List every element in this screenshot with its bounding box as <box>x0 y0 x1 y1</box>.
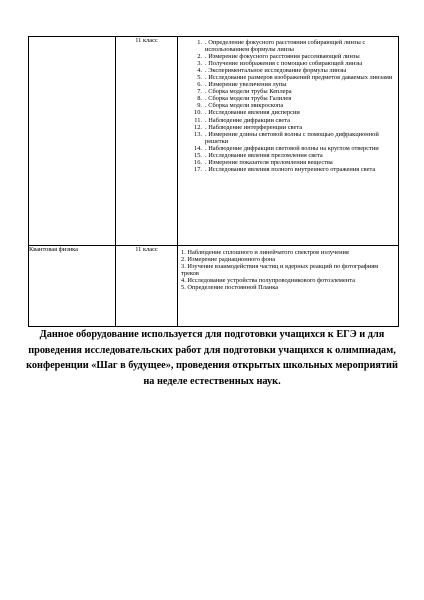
list-item-number: 9. <box>197 102 202 110</box>
list-item-text: . Экспериментальное исследование формулы линзы <box>205 67 347 75</box>
grade-cell: 11 класс <box>116 246 178 327</box>
list-item-number: 6. <box>197 81 202 89</box>
works-cell <box>178 37 399 246</box>
subject-cell <box>29 37 116 246</box>
list-item-number: 17. <box>194 165 202 173</box>
list-item-number: 7. <box>197 88 202 96</box>
list-item-text: . Сборка модели трубы Кеплера <box>205 88 292 96</box>
list-item-number: 16. <box>194 158 202 166</box>
list-item-number: 13. <box>194 130 202 138</box>
table-row <box>29 246 399 327</box>
list-item <box>178 124 398 131</box>
grade-cell: 11 класс <box>116 37 178 246</box>
list-item <box>178 74 398 81</box>
list-item-number: 12. <box>194 123 202 131</box>
list-item <box>178 81 398 88</box>
list-item-number: 15. <box>194 151 202 159</box>
list-item <box>178 166 398 173</box>
list-item <box>178 53 398 60</box>
list-item: 2. Измерение радиационного фона <box>181 256 276 264</box>
subject-cell: Квантовая физика <box>29 246 116 327</box>
list-item-number: 8. <box>197 95 202 103</box>
equipment-table <box>28 36 399 327</box>
list-item <box>178 159 398 166</box>
list-item-text: . Определение фокусного расстояния собирающей линзы с использованием формулы линзы <box>205 39 366 54</box>
list-item <box>178 39 398 53</box>
list-item-text: . Измерение фокусного расстояния рассеивающей линзы <box>205 53 360 61</box>
list-item-text: . Исследование явления полного внутреннего отражения света <box>205 165 376 173</box>
works-cell <box>178 246 399 327</box>
list-item <box>178 67 398 74</box>
list-item-text: . Наблюдение дифракции света <box>205 116 290 124</box>
list-item <box>178 152 398 159</box>
table-row <box>29 37 399 246</box>
list-item-text: . Измерение увеличения лупы <box>205 81 287 89</box>
list-item-number: 5. <box>197 74 202 82</box>
list-item-number: 10. <box>194 109 202 117</box>
list-item-text: . Сборка модели трубы Галилея <box>205 95 292 103</box>
list-item <box>178 88 398 95</box>
list-item <box>178 131 398 145</box>
list-item: 5. Определение постоянной Планка <box>181 284 279 292</box>
list-item: 1. Наблюдение сплошного и линейчатого спектров излучения <box>181 249 349 256</box>
list-item-text: . Исследование явления преломления света <box>205 151 323 159</box>
list-item-number: 4. <box>197 67 202 75</box>
list-item-text: . Наблюдение дифракции световой волны на круглом отверстии <box>205 144 379 152</box>
list-item: 4. Исследование устройства полупроводникового фотоэлемента <box>181 277 355 285</box>
list-item-number: 1. <box>197 39 202 46</box>
usage-note: Данное оборудование используется для подготовки учащихся к ЕГЭ и для проведения исследовательских работ для подготовки учащихся к олимпиадам, конференции «Шаг в будущее», проведения открытых школьных мероприятий на неделе естественных наук. <box>26 329 398 387</box>
list-item-text: . Исследование размеров изображений предметов даваемых линзами <box>205 74 393 82</box>
list-item-text: . Наблюдение интерференции света <box>205 123 303 131</box>
list-item-number: 14. <box>194 144 202 152</box>
list-item-text: . Получение изображения с помощью собирающей линзы <box>205 60 363 68</box>
list-item: 3. Изучение взаимодействия частиц и ядерных реакций по фотографиям треков <box>181 263 379 278</box>
list-item-text: . Исследование явления дисперсии <box>205 109 300 117</box>
lab-works-list <box>178 37 398 173</box>
list-item <box>178 117 398 124</box>
list-item <box>178 109 398 116</box>
list-item-text: . Сборка модели микроскопа <box>205 102 284 110</box>
list-item <box>178 60 398 67</box>
list-item-text: . Измерение показателя преломления вещества <box>205 158 333 166</box>
list-item <box>178 95 398 102</box>
list-item-number: 11. <box>194 116 202 124</box>
list-item <box>178 145 398 152</box>
list-item <box>178 102 398 109</box>
list-item-number: 3. <box>197 60 202 68</box>
lab-works-list <box>178 246 398 291</box>
list-item-number: 2. <box>197 53 202 61</box>
list-item-text: . Измерение длины световой волны с помощью дифракционной решетки <box>205 130 379 145</box>
